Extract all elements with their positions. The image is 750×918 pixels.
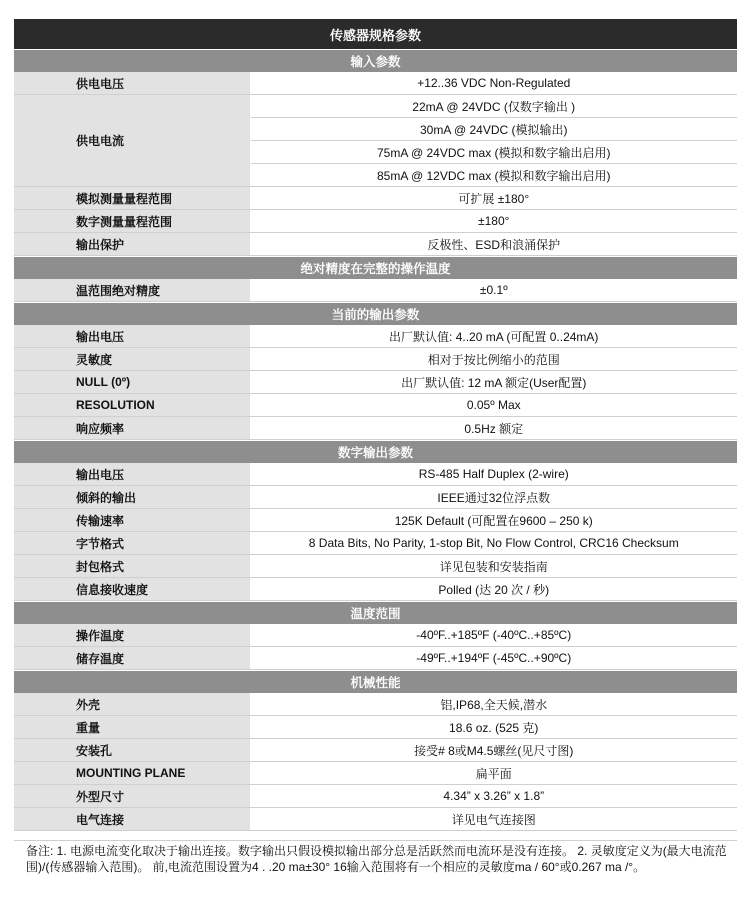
spec-value: 出厂默认值: 4..20 mA (可配置 0..24mA) bbox=[250, 325, 737, 348]
spec-sections bbox=[14, 49, 737, 831]
spec-label: 外型尺寸 bbox=[14, 785, 250, 808]
section-header: 数字输出参数 bbox=[14, 440, 737, 463]
spec-value: +12..36 VDC Non-Regulated bbox=[250, 72, 737, 95]
table-row bbox=[14, 716, 737, 739]
spec-label: NULL (0º) bbox=[14, 371, 250, 394]
table-row bbox=[14, 624, 737, 647]
spec-label: 储存温度 bbox=[14, 647, 250, 670]
section-table bbox=[14, 463, 737, 601]
spec-label: 供电电压 bbox=[14, 72, 250, 95]
table-row bbox=[14, 647, 737, 670]
spec-label: 操作温度 bbox=[14, 624, 250, 647]
section-table bbox=[14, 325, 737, 440]
footnote: 备注: 1. 电源电流变化取决于输出连接。数字输出只假设模拟输出部分总是活跃然而电流环是没有连接。 2. 灵敏度定义为(最大电流范围)/(传感器输入范围)。 前,电流范围设置为4 . .20 ma±30° 16输入范围将有一个相应的灵敏度ma / 60°或0.267 ma /°。 bbox=[14, 840, 737, 875]
spec-value: 75mA @ 24VDC max (模拟和数字输出启用) bbox=[250, 141, 737, 164]
table-row bbox=[14, 417, 737, 440]
spec-value: 铝,IP68,全天候,潜水 bbox=[250, 693, 737, 716]
table-row bbox=[14, 808, 737, 831]
section-header: 温度范围 bbox=[14, 601, 737, 624]
section-header: 机械性能 bbox=[14, 670, 737, 693]
table-row bbox=[14, 348, 737, 371]
spec-label: 传输速率 bbox=[14, 509, 250, 532]
table-row bbox=[14, 762, 737, 785]
section-table bbox=[14, 279, 737, 302]
spec-value: 反极性、ESD和浪涌保护 bbox=[250, 233, 737, 256]
spec-value: -49ºF..+194ºF (-45ºC..+90ºC) bbox=[250, 647, 737, 670]
spec-label: 输出电压 bbox=[14, 325, 250, 348]
spec-value: 125K Default (可配置在9600 – 250 k) bbox=[250, 509, 737, 532]
section-header: 当前的输出参数 bbox=[14, 302, 737, 325]
spec-label: 数字测量量程范围 bbox=[14, 210, 250, 233]
spec-value: 扁平面 bbox=[250, 762, 737, 785]
spec-value: 详见包装和安装指南 bbox=[250, 555, 737, 578]
spec-label: MOUNTING PLANE bbox=[14, 762, 250, 785]
spec-label: 供电电流 bbox=[14, 95, 250, 187]
spec-value: 22mA @ 24VDC (仅数字输出 ) bbox=[250, 95, 737, 118]
section-table bbox=[14, 72, 737, 256]
section-table bbox=[14, 624, 737, 670]
spec-label: 模拟测量量程范围 bbox=[14, 187, 250, 210]
spec-label: 重量 bbox=[14, 716, 250, 739]
spec-value: RS-485 Half Duplex (2-wire) bbox=[250, 463, 737, 486]
spec-label: 输出电压 bbox=[14, 463, 250, 486]
spec-label: 温范围绝对精度 bbox=[14, 279, 250, 302]
table-row bbox=[14, 578, 737, 601]
table-row bbox=[14, 739, 737, 762]
spec-label: 信息接收速度 bbox=[14, 578, 250, 601]
table-row bbox=[14, 693, 737, 716]
spec-label: 安装孔 bbox=[14, 739, 250, 762]
spec-value: 18.6 oz. (525 克) bbox=[250, 716, 737, 739]
spec-value: 8 Data Bits, No Parity, 1-stop Bit, No Flow Control, CRC16 Checksum bbox=[250, 532, 737, 555]
spec-value: 0.5Hz 额定 bbox=[250, 417, 737, 440]
spec-value: 4.34” x 3.26” x 1.8” bbox=[250, 785, 737, 808]
section-header: 绝对精度在完整的操作温度 bbox=[14, 256, 737, 279]
table-row bbox=[14, 509, 737, 532]
table-row bbox=[14, 532, 737, 555]
table-row bbox=[14, 785, 737, 808]
spec-value: IEEE通过32位浮点数 bbox=[250, 486, 737, 509]
spec-label: 输出保护 bbox=[14, 233, 250, 256]
spec-value: 可扩展 ±180° bbox=[250, 187, 737, 210]
spec-value: 85mA @ 12VDC max (模拟和数字输出启用) bbox=[250, 164, 737, 187]
spec-label: RESOLUTION bbox=[14, 394, 250, 417]
spec-label: 外壳 bbox=[14, 693, 250, 716]
table-row bbox=[14, 555, 737, 578]
spec-label: 封包格式 bbox=[14, 555, 250, 578]
spec-label: 字节格式 bbox=[14, 532, 250, 555]
section-header: 输入参数 bbox=[14, 49, 737, 72]
spec-value: 出厂默认值: 12 mA 额定(User配置) bbox=[250, 371, 737, 394]
table-row bbox=[14, 72, 737, 95]
spec-value: 30mA @ 24VDC (模拟输出) bbox=[250, 118, 737, 141]
table-row bbox=[14, 325, 737, 348]
spec-value: 0.05º Max bbox=[250, 394, 737, 417]
spec-label: 倾斜的输出 bbox=[14, 486, 250, 509]
spec-value: 接受# 8或M4.5螺丝(见尺寸图) bbox=[250, 739, 737, 762]
spec-value: Polled (达 20 次 / 秒) bbox=[250, 578, 737, 601]
table-row bbox=[14, 394, 737, 417]
table-row bbox=[14, 187, 737, 210]
spec-value: -40ºF..+185ºF (-40ºC..+85ºC) bbox=[250, 624, 737, 647]
spec-label: 灵敏度 bbox=[14, 348, 250, 371]
spec-value: 相对于按比例缩小的范围 bbox=[250, 348, 737, 371]
spec-value: ±0.1º bbox=[250, 279, 737, 302]
table-row bbox=[14, 279, 737, 302]
table-row bbox=[14, 463, 737, 486]
spec-value: ±180° bbox=[250, 210, 737, 233]
spec-table bbox=[14, 19, 737, 831]
table-row bbox=[14, 233, 737, 256]
spec-value: 详见电气连接图 bbox=[250, 808, 737, 831]
spec-label: 电气连接 bbox=[14, 808, 250, 831]
spec-label: 响应频率 bbox=[14, 417, 250, 440]
table-row bbox=[14, 486, 737, 509]
table-row bbox=[14, 371, 737, 394]
table-row bbox=[14, 95, 737, 118]
table-title: 传感器规格参数 bbox=[14, 19, 737, 49]
table-row bbox=[14, 210, 737, 233]
section-table bbox=[14, 693, 737, 831]
